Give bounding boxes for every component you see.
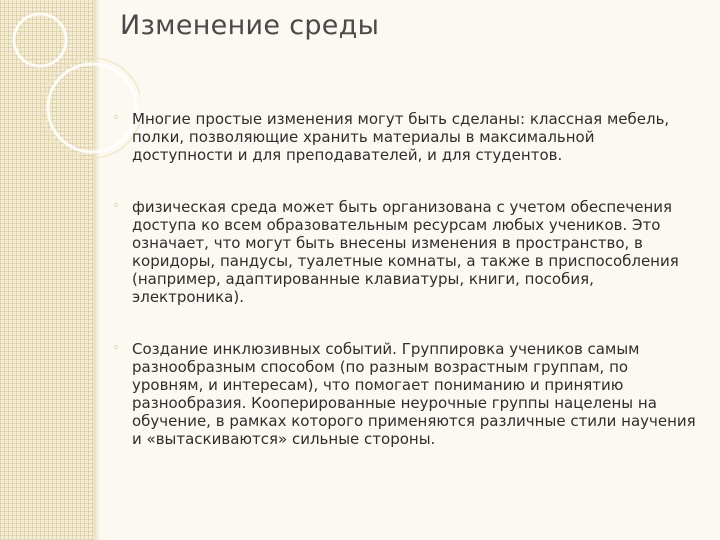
- bullet-text: Многие простые изменения могут быть сделаны: классная мебель, полки, позволяющие хранить материалы в максимальной доступности и для преподавателей, и для студентов.: [132, 110, 670, 164]
- bullet-item-physical-environment: [108, 198, 698, 306]
- bullet-item-inclusive-events: [108, 340, 698, 448]
- bullet-text: Создание инклюзивных событий. Группировка учеников самым разнообразным способом (по разным возрастным группам, по уровням, и интересам), что помогает пониманию и принятию разнообразия. Кооперированные неурочные группы нацелены на обучение, в рамках которого применяются различные стили научения и «вытаскиваются» сильные стороны.: [132, 340, 696, 448]
- bullet-text: физическая среда может быть организована с учетом обеспечения доступа ко всем образовательным ресурсам любых учеников. Это означает, что могут быть внесены изменения в пространство, в коридоры, пандусы, туалетные комнаты, а также в приспособления (например, адаптированные клавиатуры, книги, пособия, электроника).: [132, 198, 679, 306]
- bullet-marker-icon: ◦: [112, 199, 120, 214]
- bullet-item-furniture: [108, 110, 698, 164]
- bullet-marker-icon: ◦: [112, 111, 120, 126]
- bullet-list: [108, 110, 698, 482]
- bullet-marker-icon: ◦: [112, 341, 120, 356]
- slide-title: Изменение среды: [120, 10, 380, 41]
- decor-circle-small: [14, 14, 66, 66]
